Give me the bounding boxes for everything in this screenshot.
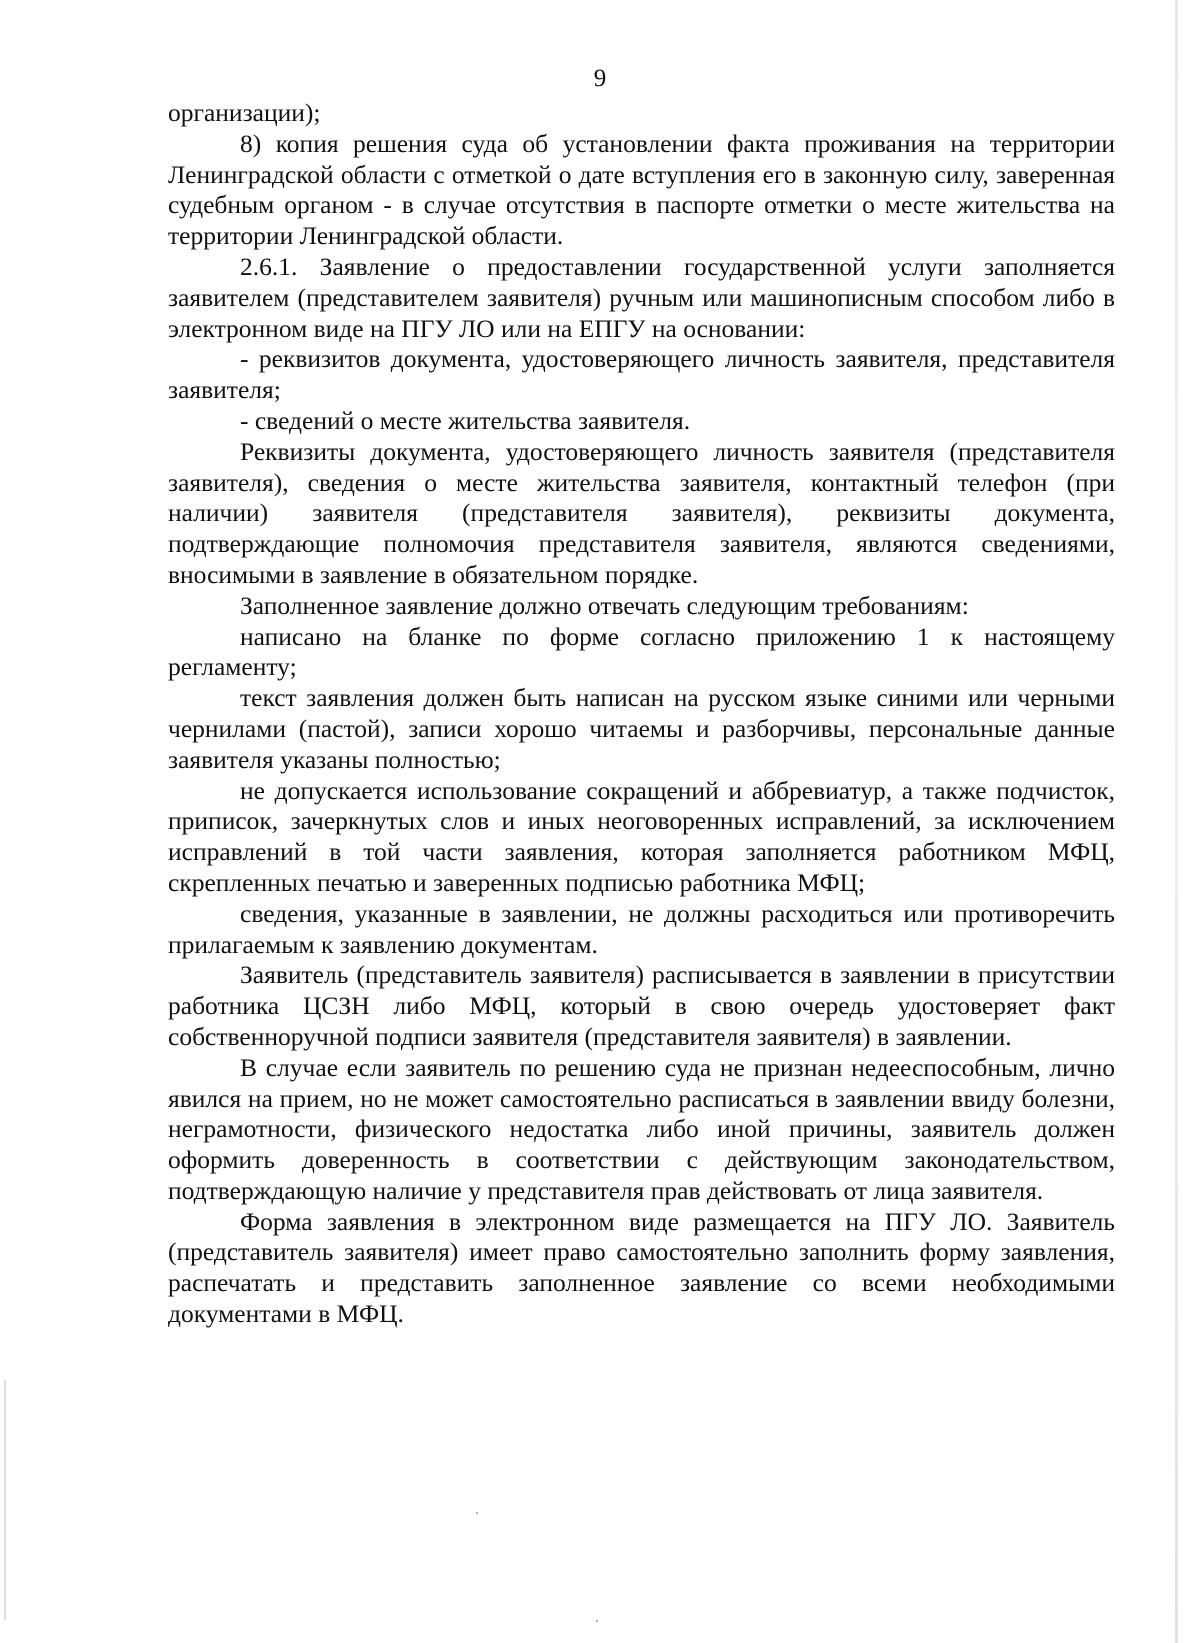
- paragraph: Заполненное заявление должно отвечать следующим требованиям:: [240, 590, 969, 620]
- paragraph: Форма заявления в электронном виде размещается на ПГУ ЛО. Заявитель (представитель заявителя) имеет право самостоятельно заполнить форму заявления, распечатать и представить заполненное заявление со всеми необходимыми документами в МФЦ.: [168, 1206, 1115, 1329]
- paragraph: - реквизитов документа, удостоверяющего личность заявителя, представителя заявителя;: [168, 344, 1115, 405]
- paragraph: - сведений о месте жительства заявителя.: [240, 405, 691, 435]
- paragraph: написано на бланке по форме согласно приложению 1 к настоящему регламенту;: [168, 621, 1115, 682]
- scan-speck: [476, 1512, 478, 1514]
- scan-edge-right: [1175, 0, 1178, 1643]
- paragraph: В случае если заявитель по решению суда не признан недееспособным, лично явился на прием, но не может самостоятельно расписаться в заявлении ввиду болезни, неграмотности, физического недостатка либо иной причины, заявитель должен оформить доверенность в соответствии с действующим законодательством, подтверждающую наличие у представителя прав действовать от лица заявителя.: [168, 1052, 1115, 1205]
- scan-edge-left: [4, 1380, 6, 1620]
- paragraph: текст заявления должен быть написан на русском языке синими или черными чернилами (пастой), записи хорошо читаемы и разборчивы, персональные данные заявителя указаны полностью;: [168, 683, 1115, 774]
- paragraph: не допускается использование сокращений и аббревиатур, а также подчисток, приписок, зачеркнутых слов и иных неоговоренных исправлений, за исключением исправлений в той части заявления, которая заполняется работником МФЦ, скрепленных печатью и заверенных подписью работника МФЦ;: [168, 775, 1115, 897]
- scan-speck: [596, 1620, 598, 1622]
- paragraph: 8) копия решения суда об установлении факта проживания на территории Ленинградской области с отметкой о дате вступления его в законную силу, заверенная судебным органом - в случае отсутствия в паспорте отметки о месте жительства на территории Ленинградской области.: [168, 128, 1115, 251]
- page-number: 9: [593, 65, 607, 92]
- document-body: [168, 98, 1115, 1330]
- paragraph: Заявитель (представитель заявителя) расписывается в заявлении в присутствии работника ЦСЗН либо МФЦ, который в свою очередь удостоверяет факт собственноручной подписи заявителя (представителя заявителя) в заявлении.: [168, 960, 1115, 1051]
- paragraph: организации);: [168, 98, 321, 127]
- paragraph: 2.6.1. Заявление о предоставлении государственной услуги заполняется заявителем (представителем заявителя) ручным или машинописным способом либо в электронном виде на ПГУ ЛО или на ЕПГУ на основании:: [168, 251, 1115, 343]
- paragraph: Реквизиты документа, удостоверяющего личность заявителя (представителя заявителя), сведения о месте жительства заявителя, контактный телефон (при наличии) заявителя (представителя заявителя), реквизиты документа, подтверждающие полномочия представителя заявителя, являются сведениями, вносимыми в заявление в обязательном порядке.: [168, 436, 1115, 589]
- paragraph: сведения, указанные в заявлении, не должны расходиться или противоречить прилагаемым к заявлению документам.: [168, 898, 1115, 959]
